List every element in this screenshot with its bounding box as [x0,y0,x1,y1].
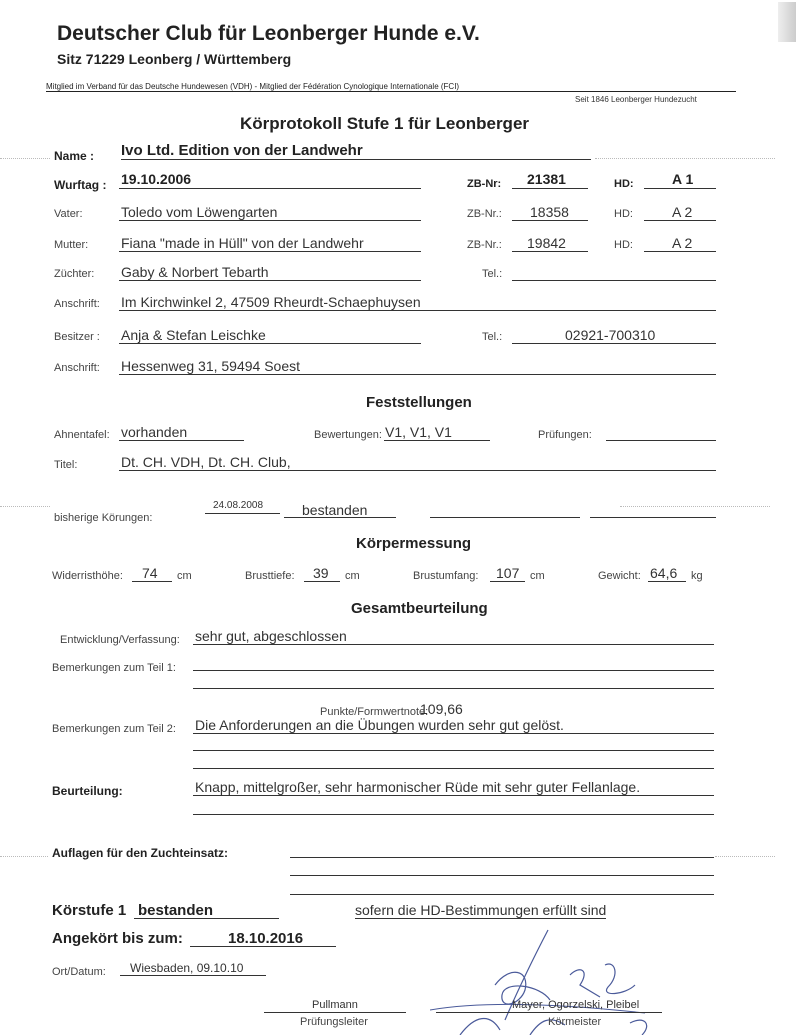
teil1-line-1 [193,670,714,671]
name-line [121,159,591,160]
scan-noise [715,856,775,857]
hd-value: A 1 [672,171,694,187]
hd-line [644,188,716,189]
titel-label: Titel: [54,459,78,471]
father-zb: 18358 [530,204,569,220]
widerrist-value: 74 [142,565,158,581]
teil2-line-3 [193,768,714,769]
beurteilung-label: Beurteilung: [52,784,123,798]
entwicklung-line [193,644,714,645]
club-name: Deutscher Club für Leonberger Hunde e.V. [57,22,480,45]
mother-line [119,251,421,252]
koerstufe-line [134,918,279,919]
page-corner-tab [778,2,796,42]
teil1-label: Bemerkungen zum Teil 1: [52,662,176,674]
ort-line [120,975,266,976]
document-title: Körprotokoll Stufe 1 für Leonberger [240,114,530,133]
brusttiefe-unit: cm [345,570,360,582]
scan-noise [0,158,50,159]
father-hd-line [644,220,716,221]
koerung-date-line [205,513,280,514]
entwicklung-value: sehr gut, abgeschlossen [195,628,347,644]
zb-value: 21381 [527,171,566,187]
entwicklung-label: Entwicklung/Verfassung: [60,634,180,646]
dog-name: Ivo Ltd. Edition von der Landwehr [121,142,363,159]
breeder-tel-label: Tel.: [482,268,503,280]
wurftag-label: Wurftag : [54,178,107,192]
owner-address: Hessenweg 31, 59494 Soest [121,358,301,374]
koerung-line-2 [430,517,580,518]
widerrist-label: Widerristhöhe: [52,570,123,582]
examiner-line [264,1012,406,1013]
brustumfang-unit: cm [530,570,545,582]
brustumfang-line [490,581,525,582]
hd-label: HD: [614,178,634,190]
father-hd-label: HD: [614,208,633,220]
koerung-result-line [284,517,396,518]
owner-tel-label: Tel.: [482,331,503,343]
mother-hd-label: HD: [614,239,633,251]
koerung-line-3 [590,517,716,518]
breeder-label: Züchter: [54,268,95,280]
owner-line [119,343,421,344]
brusttiefe-label: Brusttiefe: [245,570,295,582]
owner-label: Besitzer : [54,331,100,343]
beurteilung-value: Knapp, mittelgroßer, sehr harmonischer Rüde mit sehr guter Fellanlage. [195,779,641,795]
ort-label: Ort/Datum: [52,966,106,978]
father-name: Toledo vom Löwengarten [121,204,278,220]
brustumfang-value: 107 [496,565,520,581]
teil1-line-2 [193,688,714,689]
since-line: Seit 1846 Leonberger Hundezucht [575,95,697,104]
beurteilung-line-1 [193,795,714,796]
punkte-value: 109,66 [420,701,463,717]
owner-address-label: Anschrift: [54,362,100,374]
koerung-date: 24.08.2008 [213,500,264,511]
zb-line [512,188,588,189]
beurteilung-line-2 [193,814,714,815]
zb-label: ZB-Nr: [467,178,502,190]
auflagen-label: Auflagen für den Zuchteinsatz: [52,846,229,860]
findings-heading: Feststellungen [366,394,472,411]
teil2-line-2 [193,750,714,751]
ahnentafel-label: Ahnentafel: [54,429,110,441]
pruefungen-line [606,440,716,441]
bewertungen-label: Bewertungen: [314,429,382,441]
angekoert-label: Angekört bis zum: [52,930,183,947]
ahnentafel-value: vorhanden [121,424,188,440]
brusttiefe-value: 39 [313,565,329,581]
koerstufe-value: bestanden [138,902,214,919]
father-line [119,220,421,221]
breeder-name: Gaby & Norbert Tebarth [121,264,269,280]
ahnentafel-line [119,440,244,441]
widerrist-line [132,581,172,582]
gewicht-label: Gewicht: [598,570,641,582]
breeder-address-line [119,310,716,311]
scan-noise [620,506,770,507]
koermeister-role: Körmeister [548,1016,602,1028]
father-label: Vater: [54,208,83,220]
name-label: Name : [54,149,95,163]
breeder-address-label: Anschrift: [54,298,100,310]
wurftag-line [119,188,421,189]
mother-zb-line [512,251,588,252]
scan-noise [595,158,775,159]
gewicht-unit: kg [691,570,703,582]
titel-line [119,470,716,471]
father-zb-label: ZB-Nr.: [467,208,502,220]
koermeister-line [436,1012,662,1013]
mother-hd: A 2 [672,235,693,251]
owner-tel-line [512,343,716,344]
father-zb-line [512,220,588,221]
punkte-label: Punkte/Formwertnote: [320,706,429,718]
koerungen-label: bisherige Körungen: [54,512,153,524]
mother-zb-label: ZB-Nr.: [467,239,502,251]
bewertungen-line [384,440,490,441]
breeder-address: Im Kirchwinkel 2, 47509 Rheurdt-Schaephuysen [121,294,421,310]
auflagen-line-2 [290,875,714,876]
overall-heading: Gesamtbeurteilung [351,600,488,617]
scan-noise [0,856,48,857]
scan-noise [0,506,50,507]
membership-line: Mitglied im Verband für das Deutsche Hundewesen (VDH) - Mitglied der Fédération Cynologique Internationale (FCI) [46,82,736,92]
titel-value: Dt. CH. VDH, Dt. CH. Club, [121,454,291,470]
widerrist-unit: cm [177,570,192,582]
hd-condition: sofern die HD-Bestimmungen erfüllt sind [355,902,607,918]
mother-hd-line [644,251,716,252]
gewicht-line [648,581,686,582]
teil2-label: Bemerkungen zum Teil 2: [52,723,176,735]
koerung-result: bestanden [302,502,368,518]
bewertungen-value: V1, V1, V1 [385,424,452,440]
breeder-line [119,280,421,281]
auflagen-line-1 [290,857,714,858]
examiner-role: Prüfungsleiter [300,1016,368,1028]
mother-name: Fiana "made in Hüll" von der Landwehr [121,235,364,251]
measure-heading: Körpermessung [356,535,472,552]
brusttiefe-line [304,581,340,582]
owner-address-line [119,374,716,375]
brustumfang-label: Brustumfang: [413,570,479,582]
teil2-line-1 [193,733,714,734]
koerstufe-label: Körstufe 1 [52,902,127,919]
ort-value: Wiesbaden, 09.10.10 [130,961,244,975]
father-hd: A 2 [672,204,693,220]
owner-tel: 02921-700310 [565,327,656,343]
mother-label: Mutter: [54,239,89,251]
angekoert-value: 18.10.2016 [228,930,304,947]
examiner-name: Pullmann [312,999,358,1011]
mother-zb: 19842 [527,235,566,251]
koermeister-names: Mayer, Ogorzelski, Pleibel [512,999,640,1011]
teil2-value: Die Anforderungen an die Übungen wurden sehr gut gelöst. [195,717,564,733]
pruefungen-label: Prüfungen: [538,429,592,441]
gewicht-value: 64,6 [650,565,678,581]
owner-name: Anja & Stefan Leischke [121,327,266,343]
club-seat: Sitz 71229 Leonberg / Württemberg [57,51,292,67]
breeder-tel-line [512,280,716,281]
wurftag-value: 19.10.2006 [121,171,192,187]
auflagen-line-3 [290,894,714,895]
angekoert-line [190,946,336,947]
